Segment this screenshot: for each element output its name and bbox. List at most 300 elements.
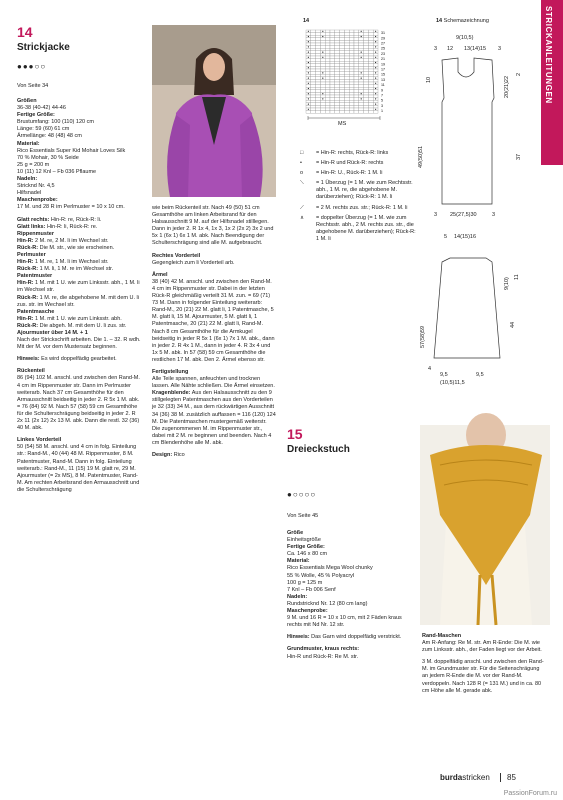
chart-cell xyxy=(344,111,349,114)
chart-dot-icon xyxy=(308,83,309,84)
chart-row-number: 19 xyxy=(381,62,385,67)
chart-cell xyxy=(354,38,359,41)
chart-cell xyxy=(311,48,316,51)
chart-row-number: 15 xyxy=(381,72,385,77)
chart-cell xyxy=(368,108,373,111)
schematic-top-1: 3 xyxy=(434,46,438,52)
chart-cell xyxy=(354,48,359,51)
schematic-top-width: 9(10,5) xyxy=(456,35,474,41)
chart-cell xyxy=(316,108,321,111)
chart-cell xyxy=(354,53,359,56)
difficulty-rating-15: ●○○○○ xyxy=(287,490,317,499)
chart-cell xyxy=(306,79,311,82)
chart-row-number: 5 xyxy=(381,98,383,103)
section-heading: Grundmuster, kraus rechts: xyxy=(287,646,360,653)
section-heading: Rechtes Vorderteil xyxy=(152,252,201,259)
chart-cell xyxy=(340,74,345,77)
chart-cell xyxy=(335,111,340,114)
chart-cell xyxy=(368,69,373,72)
chart-cell xyxy=(325,40,330,43)
chart-cell xyxy=(349,56,354,59)
chart-cell xyxy=(316,72,321,75)
chart-cell xyxy=(364,111,369,114)
chart-cell xyxy=(364,38,369,41)
paragraph: Stricknd Nr. 4,5 xyxy=(17,183,55,190)
chart-cell xyxy=(359,105,364,108)
schematic-top-4: 3 xyxy=(498,46,502,52)
chart-cell xyxy=(340,111,345,114)
chart-cell xyxy=(349,85,354,88)
chart-cell xyxy=(359,53,364,56)
chart-cell xyxy=(340,38,345,41)
chart-cell xyxy=(354,79,359,82)
chart-cell xyxy=(311,95,316,98)
section-heading: Größe xyxy=(287,530,304,536)
labeled-paragraph xyxy=(17,238,142,245)
chart-dot-icon xyxy=(375,109,376,110)
chart-cell xyxy=(320,40,325,43)
chart-cell xyxy=(340,72,345,75)
chart-cell xyxy=(359,95,364,98)
chart-cell xyxy=(320,85,325,88)
chart-cell xyxy=(316,90,321,93)
chart-cell xyxy=(335,108,340,111)
schematic-top-3: 13(14)15 xyxy=(464,46,487,52)
chart-cell xyxy=(330,103,335,106)
chart-cell xyxy=(359,74,364,77)
chart-cell xyxy=(325,48,330,51)
chart-cell xyxy=(373,111,378,114)
chart-cell xyxy=(311,46,316,49)
chart-cell xyxy=(364,85,369,88)
chart-cell xyxy=(373,100,378,103)
chart-cell xyxy=(320,43,325,46)
chart-cell xyxy=(349,103,354,106)
chart-cell xyxy=(349,87,354,90)
chart-dot-icon xyxy=(375,57,376,58)
chart-cell xyxy=(311,61,316,64)
chart-cell xyxy=(344,90,349,93)
chart-cell xyxy=(325,59,330,62)
chart-dot-icon xyxy=(375,72,376,73)
chart-cell xyxy=(340,82,345,85)
schematic-bottom-2: 25(27,5)30 xyxy=(450,212,477,218)
chart-cell xyxy=(354,64,359,67)
chart-cell xyxy=(306,33,311,36)
chart-dot-icon xyxy=(361,78,362,79)
chart-cell xyxy=(330,105,335,108)
from-page-15: Von Seite 45 xyxy=(287,513,319,519)
chart-cell xyxy=(340,103,345,106)
schematic-right-3: 37 xyxy=(516,153,522,160)
chart-cell xyxy=(364,66,369,69)
paragraph: Ärmellänge: 48 (48) 48 cm xyxy=(17,133,82,140)
section-heading: Maschenprobe: xyxy=(17,197,58,204)
labeled-paragraph xyxy=(17,356,142,363)
chart-cell xyxy=(316,51,321,54)
chart-cell xyxy=(325,98,330,101)
chart-cell xyxy=(364,69,369,72)
chart-cell xyxy=(311,87,316,90)
schematic-left-2: 49(50)51 xyxy=(418,145,424,168)
chart-cell xyxy=(320,59,325,62)
chart-cell xyxy=(359,64,364,67)
chart-cell xyxy=(349,111,354,114)
chart-dot-icon xyxy=(361,52,362,53)
chart-cell xyxy=(373,95,378,98)
chart-cell xyxy=(364,82,369,85)
chart-cell xyxy=(368,74,373,77)
chart-cell xyxy=(373,79,378,82)
chart-cell xyxy=(311,74,316,77)
chart-cell xyxy=(316,92,321,95)
labeled-paragraph xyxy=(287,634,412,641)
chart-cell xyxy=(335,74,340,77)
chart-cell xyxy=(368,111,373,114)
chart-cell xyxy=(373,64,378,67)
chart-cell xyxy=(340,53,345,56)
sleeve-bottom-2: 9,5 xyxy=(476,372,484,378)
chart-dot-icon xyxy=(322,52,323,53)
chart-cell xyxy=(325,53,330,56)
section-heading: Rippenmuster xyxy=(17,230,54,237)
chart-cell xyxy=(335,53,340,56)
chart-cell xyxy=(340,51,345,54)
chart-cell xyxy=(311,111,316,114)
chart-cell xyxy=(368,40,373,43)
chart-cell xyxy=(320,100,325,103)
labeled-paragraph xyxy=(17,245,142,252)
section-heading: Nadeln: xyxy=(287,593,308,600)
paragraph-label: Glatt rechts: xyxy=(17,216,50,223)
legend-text: = Hin-R und Rück-R: rechts xyxy=(316,160,384,167)
chart-cell xyxy=(354,33,359,36)
chart-cell xyxy=(349,59,354,62)
chart-cell xyxy=(340,77,345,80)
chart-cell xyxy=(330,95,335,98)
chart-cell xyxy=(320,82,325,85)
cardigan-photo xyxy=(152,25,276,197)
paragraph-label: Hin-R: xyxy=(17,280,34,287)
chart-cell xyxy=(340,108,345,111)
chart-cell xyxy=(349,40,354,43)
chart-cell xyxy=(344,48,349,51)
chart-cell xyxy=(330,74,335,77)
chart-cell xyxy=(316,66,321,69)
chart-cell xyxy=(325,64,330,67)
paragraph: 3 M. doppelfädig anschl. und zwischen den Rand-M. im Grundmuster str. Für die Seitenschrägung an jedem R-Ende die M. vor der Rand-M. verdoppeln. Nach 128 R (= 131 M.) und in ca. 80 cm Höhe alle M. gerade abk. xyxy=(422,659,544,694)
chart-cell xyxy=(325,82,330,85)
chart-cell xyxy=(368,103,373,106)
section-heading: Patentmuster xyxy=(17,273,53,280)
chart-cell xyxy=(349,46,354,49)
chart-cell xyxy=(364,46,369,49)
chart-cell xyxy=(354,77,359,80)
chart-dot-icon xyxy=(375,41,376,42)
chart-cell xyxy=(344,87,349,90)
chart-cell xyxy=(364,95,369,98)
chart-cell xyxy=(373,105,378,108)
chart-cell xyxy=(325,30,330,33)
chart-cell xyxy=(368,85,373,88)
chart-cell xyxy=(354,85,359,88)
chart-cell xyxy=(330,66,335,69)
chart-cell xyxy=(325,74,330,77)
footer-brand: burda xyxy=(440,773,463,782)
chart-cell xyxy=(349,69,354,72)
chart-cell xyxy=(354,90,359,93)
chart-repeat-label: MS xyxy=(338,121,347,127)
chart-cell xyxy=(344,103,349,106)
chart-cell xyxy=(306,105,311,108)
paragraph-label: Design: xyxy=(152,452,173,458)
paragraph-text: Rico xyxy=(172,452,185,458)
shawl-photo xyxy=(420,425,550,625)
paragraph: 9 M. und 16 R = 10 x 10 cm, mit 2 Fäden kraus rechts mit Nd Nr. 12 str. xyxy=(287,615,402,629)
chart-cell xyxy=(364,72,369,75)
chart-cell xyxy=(311,43,316,46)
legend-symbol-icon: o xyxy=(300,170,304,177)
chart-cell xyxy=(364,100,369,103)
chart-cell xyxy=(330,59,335,62)
chart-cell xyxy=(325,100,330,103)
chart-cell xyxy=(330,51,335,54)
paragraph-label: Hinweis: xyxy=(287,634,310,641)
chart-row-number: 13 xyxy=(381,77,385,82)
section-heading: Maschenprobe: xyxy=(287,608,328,615)
chart-cell xyxy=(359,66,364,69)
chart-cell xyxy=(373,74,378,77)
chart-cell xyxy=(325,43,330,46)
chart-cell xyxy=(320,69,325,72)
footer-sub: stricken xyxy=(462,773,490,782)
chart-cell xyxy=(354,46,359,49)
paragraph-label: Rück-R: xyxy=(17,266,39,273)
chart-cell xyxy=(306,111,311,114)
sleeve-seam-length: 44 xyxy=(510,321,516,328)
chart-cell xyxy=(373,48,378,51)
chart-cell xyxy=(330,90,335,93)
sleeve-bottom-3: (10,5)11,5 xyxy=(440,380,465,386)
chart-cell xyxy=(316,111,321,114)
paragraph: 25 g = 200 m xyxy=(17,161,50,168)
chart-cell xyxy=(325,95,330,98)
paragraph-text: 1 M. re, die abgehobene M. mit dem U. li zus. str. im Wechsel str. xyxy=(17,294,139,308)
labeled-paragraph xyxy=(17,280,142,294)
chart-cell xyxy=(344,66,349,69)
chart-row-number: 1 xyxy=(381,109,383,114)
chart-cell xyxy=(306,69,311,72)
chart-dot-icon xyxy=(308,62,309,63)
schematic-title-text: Schemazeichnung xyxy=(443,18,489,24)
chart-cell xyxy=(330,100,335,103)
schematic-top-2: 12 xyxy=(447,46,454,52)
legend-item xyxy=(300,170,420,177)
chart-cell xyxy=(354,43,359,46)
section-heading: Ärmel xyxy=(152,271,168,278)
chart-cell xyxy=(349,95,354,98)
chart-cell xyxy=(320,87,325,90)
chart-cell xyxy=(335,98,340,101)
chart-dot-icon xyxy=(361,36,362,37)
chart-cell xyxy=(344,46,349,49)
chart-dot-icon xyxy=(308,104,309,105)
chart-dot-icon xyxy=(308,41,309,42)
chart-cell xyxy=(335,66,340,69)
chart-cell xyxy=(335,51,340,54)
sleeve-right-2: 11 xyxy=(514,274,520,280)
chart-cell xyxy=(325,51,330,54)
chart-cell xyxy=(344,40,349,43)
chart-row-number: 17 xyxy=(381,67,385,72)
chart-cell xyxy=(368,66,373,69)
sleeve-rib-height: 4 xyxy=(428,366,432,372)
paragraph-label: Rück-R: xyxy=(17,322,39,329)
section-heading: Fertige Größe: xyxy=(17,112,55,119)
chart-cell xyxy=(340,56,345,59)
chart-cell xyxy=(373,38,378,41)
chart-cell xyxy=(311,33,316,36)
chart-cell xyxy=(330,64,335,67)
chart-cell xyxy=(316,79,321,82)
chart-dot-icon xyxy=(308,78,309,79)
chart-cell xyxy=(359,46,364,49)
chart-cell xyxy=(354,61,359,64)
page-footer xyxy=(440,773,516,782)
paragraph-label: Kragenblende: xyxy=(152,390,191,397)
chart-cell xyxy=(344,74,349,77)
chart-dot-icon xyxy=(361,72,362,73)
section-heading: Rand-Maschen xyxy=(422,633,462,639)
paragraph: Gegengleich zum li Vorderteil arb. xyxy=(152,259,235,266)
chart-cell xyxy=(335,90,340,93)
chart-dot-icon xyxy=(361,98,362,99)
paragraph-text: 1 M. mit 1 U. wie zum Linksstr. abh., 1 M. li im Wechsel str. xyxy=(17,280,140,294)
chart-cell xyxy=(335,33,340,36)
chart-cell xyxy=(354,103,359,106)
chart-cell xyxy=(311,79,316,82)
chart-cell xyxy=(311,30,316,33)
chart-dot-icon xyxy=(308,57,309,58)
chart-cell xyxy=(330,61,335,64)
pattern-number-15: 15 xyxy=(287,426,303,442)
labeled-paragraph xyxy=(17,224,142,231)
chart-cell xyxy=(364,59,369,62)
chart-cell xyxy=(330,108,335,111)
chart-cell xyxy=(320,38,325,41)
chart-row-number: 11 xyxy=(381,83,385,88)
pattern-title-15: Dreieckstuch xyxy=(287,444,350,455)
chart-cell xyxy=(349,30,354,33)
chart-cell xyxy=(311,66,316,69)
section-tab xyxy=(541,0,563,165)
chart-cell xyxy=(311,92,316,95)
chart-cell xyxy=(330,85,335,88)
legend-item xyxy=(300,180,420,201)
chart-cell xyxy=(335,69,340,72)
chart-cell xyxy=(320,111,325,114)
chart-cell xyxy=(340,92,345,95)
chart-cell xyxy=(349,38,354,41)
chart-cell xyxy=(325,85,330,88)
chart-cell xyxy=(335,48,340,51)
chart-cell xyxy=(344,51,349,54)
chart-dot-icon xyxy=(322,93,323,94)
chart-cell xyxy=(316,40,321,43)
chart-cell xyxy=(368,90,373,93)
chart-number: 14 xyxy=(303,18,310,24)
paragraph: Ca. 146 x 80 cm xyxy=(287,551,328,558)
chart-cell xyxy=(368,43,373,46)
chart-cell xyxy=(316,105,321,108)
chart-cell xyxy=(364,35,369,38)
chart-cell xyxy=(368,100,373,103)
chart-cell xyxy=(335,85,340,88)
chart-cell xyxy=(344,82,349,85)
chart-cell xyxy=(330,111,335,114)
chart-cell xyxy=(320,61,325,64)
chart-cell xyxy=(340,90,345,93)
chart-cell xyxy=(316,85,321,88)
chart-cell xyxy=(340,61,345,64)
chart-cell xyxy=(330,72,335,75)
chart-cell xyxy=(330,33,335,36)
chart-dot-icon xyxy=(322,78,323,79)
chart-cell xyxy=(311,69,316,72)
chart-cell xyxy=(335,87,340,90)
chart-cell xyxy=(354,111,359,114)
paragraph: 17 M. und 28 R im Perlmuster = 10 x 10 cm. xyxy=(17,204,125,211)
chart-dot-icon xyxy=(322,98,323,99)
chart-cell xyxy=(373,90,378,93)
chart-cell xyxy=(335,35,340,38)
chart-cell xyxy=(364,64,369,67)
chart-cell xyxy=(359,85,364,88)
chart-cell xyxy=(330,30,335,33)
chart-cell xyxy=(359,61,364,64)
chart-cell xyxy=(344,30,349,33)
schematic-number: 14 xyxy=(436,18,443,24)
paragraph: 100 g = 125 m xyxy=(287,579,323,586)
instructions-column-15 xyxy=(287,530,412,661)
chart-cell xyxy=(335,43,340,46)
chart-cell xyxy=(330,98,335,101)
chart-cell xyxy=(335,77,340,80)
legend-symbol-icon: □ xyxy=(300,150,304,156)
page-number: 85 xyxy=(500,773,516,782)
legend-symbol-icon: ⟍ xyxy=(300,180,304,187)
chart-cell xyxy=(349,33,354,36)
chart-cell xyxy=(344,108,349,111)
chart-cell xyxy=(349,53,354,56)
chart-cell xyxy=(311,85,316,88)
chart-cell xyxy=(311,51,316,54)
chart-cell xyxy=(354,56,359,59)
chart-cell xyxy=(335,82,340,85)
knitting-chart xyxy=(300,26,400,136)
chart-cell xyxy=(316,46,321,49)
chart-cell xyxy=(368,98,373,101)
chart-cell xyxy=(368,79,373,82)
chart-cell xyxy=(311,35,316,38)
chart-cell xyxy=(344,33,349,36)
chart-cell xyxy=(344,59,349,62)
chart-cell xyxy=(306,43,311,46)
chart-cell xyxy=(306,48,311,51)
chart-cell xyxy=(359,59,364,62)
chart-cell xyxy=(325,92,330,95)
paragraph: Rundstricknd Nr. 12 (80 cm lang) xyxy=(287,600,368,607)
